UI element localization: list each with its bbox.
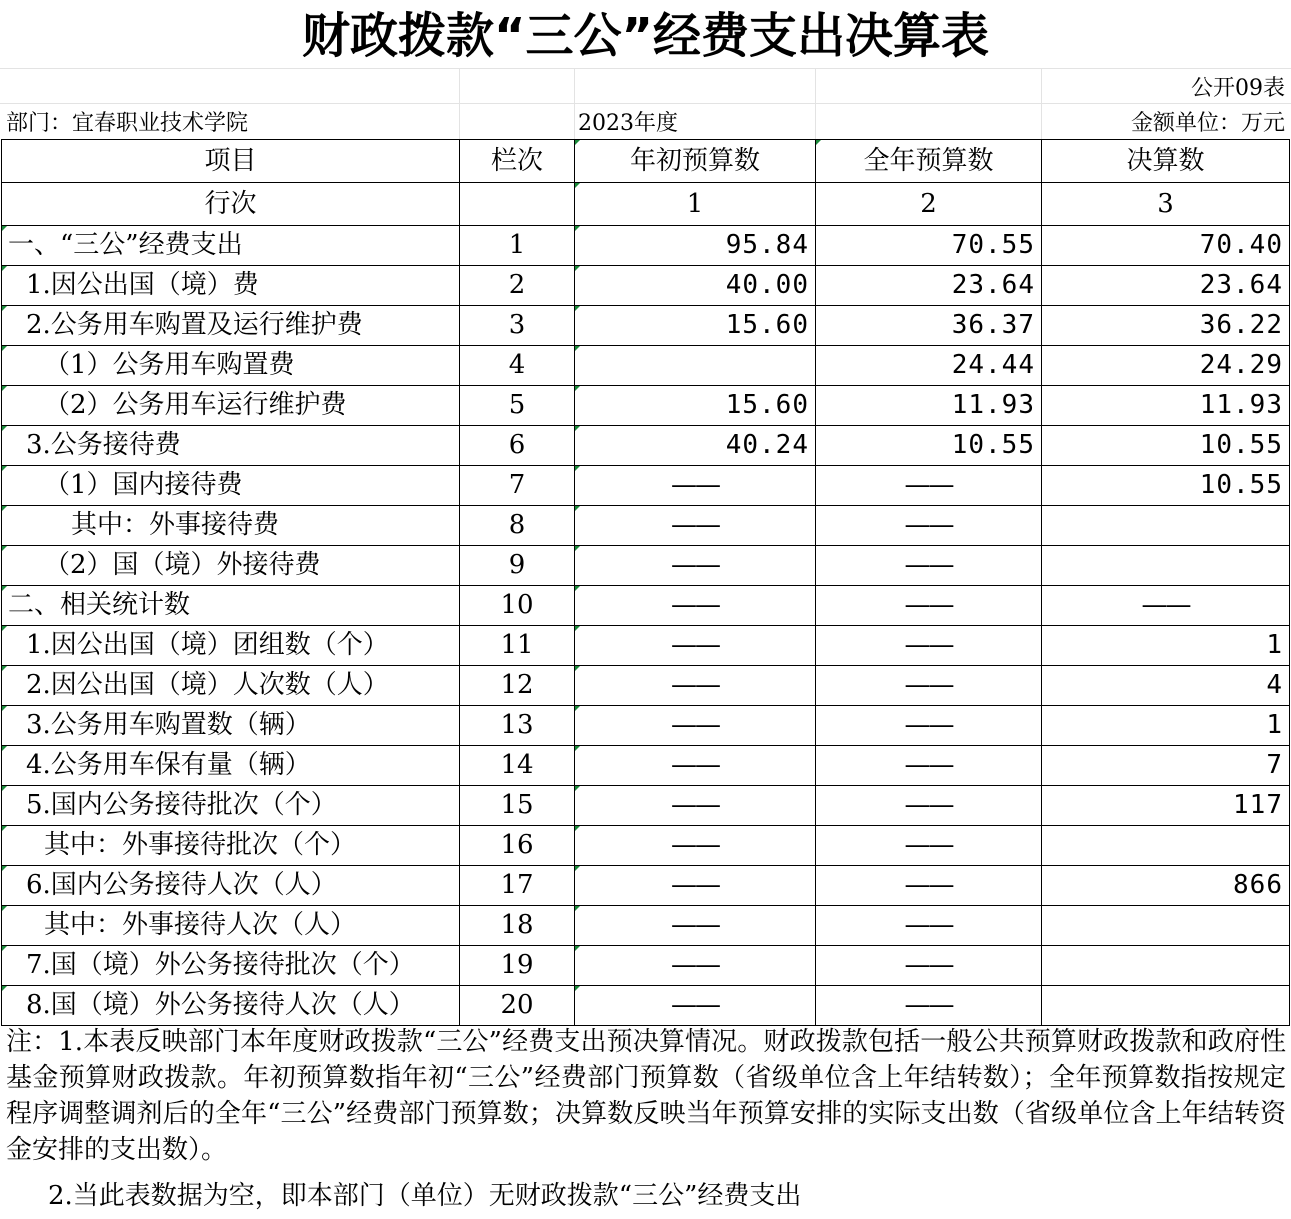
row-value-3: 10.55 <box>1042 466 1290 506</box>
row-value-1: —— <box>575 906 816 946</box>
row-item: （2）公务用车运行维护费 <box>2 386 460 426</box>
row-value-1: —— <box>575 626 816 666</box>
row-value-1: —— <box>575 786 816 826</box>
table-row <box>2 906 1290 946</box>
row-value-1: —— <box>575 466 816 506</box>
row-item: 4.公务用车保有量（辆） <box>2 746 460 786</box>
row-value-2: 36.37 <box>816 306 1042 346</box>
row-value-3 <box>1042 826 1290 866</box>
row-item: 二、相关统计数 <box>2 586 460 626</box>
row-item: 一、“三公”经费支出 <box>2 226 460 266</box>
row-item: 6.国内公务接待人次（人） <box>2 866 460 906</box>
row-item: 2.公务用车购置及运行维护费 <box>2 306 460 346</box>
row-col-no: 4 <box>460 346 575 386</box>
row-value-2: —— <box>816 666 1042 706</box>
row-value-1: —— <box>575 546 816 586</box>
grid-line <box>574 68 575 139</box>
note-1: 注：1.本表反映部门本年度财政拨款“三公”经费支出预决算情况。财政拨款包括一般公共预算财政拨款和政府性基金预算财政拨款。年初预算数指年初“三公”经费部门预算数（省级单位含上年结转数）；全年预算数指按规定程序调整调剂后的全年“三公”经费部门预算数；决算数反映当年预算安排的实际支出数（省级单位含上年结转资金安排的支出数）。 <box>6 1027 1286 1165</box>
row-item: （1）国内接待费 <box>2 466 460 506</box>
row-item: 3.公务用车购置数（辆） <box>2 706 460 746</box>
row-value-1: —— <box>575 826 816 866</box>
row-value-2: —— <box>816 986 1042 1026</box>
table-row <box>2 386 1290 426</box>
row-item: 其中：外事接待费 <box>2 506 460 546</box>
grid-line <box>0 103 1291 104</box>
row-value-3 <box>1042 546 1290 586</box>
row-value-2: —— <box>816 586 1042 626</box>
table-row <box>2 346 1290 386</box>
index-c1: 1 <box>575 183 816 226</box>
row-value-1: 15.60 <box>575 386 816 426</box>
grid-line <box>459 68 460 139</box>
row-value-3: 70.40 <box>1042 226 1290 266</box>
row-col-no: 15 <box>460 786 575 826</box>
row-value-2: —— <box>816 826 1042 866</box>
row-col-no: 17 <box>460 866 575 906</box>
row-value-2: 11.93 <box>816 386 1042 426</box>
table-row <box>2 986 1290 1026</box>
row-value-3: 10.55 <box>1042 426 1290 466</box>
table-row <box>2 226 1290 266</box>
row-value-2: —— <box>816 506 1042 546</box>
note-2: 2.当此表数据为空，即本部门（单位）无财政拨款“三公”经费支出 <box>48 1181 802 1211</box>
row-value-2: 70.55 <box>816 226 1042 266</box>
row-value-1: 15.60 <box>575 306 816 346</box>
row-value-3 <box>1042 986 1290 1026</box>
row-value-3: 36.22 <box>1042 306 1290 346</box>
row-value-3: 117 <box>1042 786 1290 826</box>
row-col-no: 14 <box>460 746 575 786</box>
row-value-3: 23.64 <box>1042 266 1290 306</box>
row-col-no: 20 <box>460 986 575 1026</box>
row-col-no: 5 <box>460 386 575 426</box>
table-row <box>2 306 1290 346</box>
header-item: 项目 <box>2 140 460 183</box>
table-row <box>2 866 1290 906</box>
row-value-3: 1 <box>1042 706 1290 746</box>
row-value-1: —— <box>575 586 816 626</box>
row-item: 5.国内公务接待批次（个） <box>2 786 460 826</box>
row-value-1 <box>575 346 816 386</box>
row-col-no: 11 <box>460 626 575 666</box>
row-col-no: 2 <box>460 266 575 306</box>
expenditure-table <box>1 139 1290 1026</box>
header-initial-budget: 年初预算数 <box>575 140 816 183</box>
row-item: 1.因公出国（境）费 <box>2 266 460 306</box>
grid-line <box>815 68 816 139</box>
index-col-no <box>460 183 575 226</box>
table-row <box>2 546 1290 586</box>
row-col-no: 3 <box>460 306 575 346</box>
row-item: 1.因公出国（境）团组数（个） <box>2 626 460 666</box>
header-final-accounts: 决算数 <box>1042 140 1290 183</box>
row-value-2: 10.55 <box>816 426 1042 466</box>
form-code: 公开09表 <box>1191 76 1285 101</box>
row-value-1: 40.24 <box>575 426 816 466</box>
table-row <box>2 506 1290 546</box>
row-value-1: —— <box>575 866 816 906</box>
row-value-1: —— <box>575 986 816 1026</box>
row-value-1: —— <box>575 946 816 986</box>
grid-line <box>0 68 1291 69</box>
row-value-1: —— <box>575 746 816 786</box>
row-value-1: 40.00 <box>575 266 816 306</box>
row-value-3: 11.93 <box>1042 386 1290 426</box>
row-value-1: —— <box>575 666 816 706</box>
row-value-2: —— <box>816 746 1042 786</box>
row-item: 8.国（境）外公务接待人次（人） <box>2 986 460 1026</box>
index-row <box>2 183 1290 226</box>
row-value-3: 24.29 <box>1042 346 1290 386</box>
row-value-3: 4 <box>1042 666 1290 706</box>
header-full-year-budget: 全年预算数 <box>816 140 1042 183</box>
row-col-no: 6 <box>460 426 575 466</box>
table-row <box>2 586 1290 626</box>
row-col-no: 12 <box>460 666 575 706</box>
row-item: 2.因公出国（境）人次数（人） <box>2 666 460 706</box>
table-row <box>2 666 1290 706</box>
row-value-2: —— <box>816 786 1042 826</box>
index-label: 行次 <box>2 183 460 226</box>
grid-line <box>1041 68 1042 139</box>
row-value-2: —— <box>816 466 1042 506</box>
table-row <box>2 626 1290 666</box>
row-item: 7.国（境）外公务接待批次（个） <box>2 946 460 986</box>
row-item: （1）公务用车购置费 <box>2 346 460 386</box>
row-col-no: 19 <box>460 946 575 986</box>
row-value-1: 95.84 <box>575 226 816 266</box>
header-col-no: 栏次 <box>460 140 575 183</box>
index-c3: 3 <box>1042 183 1290 226</box>
table-row <box>2 946 1290 986</box>
table-row <box>2 786 1290 826</box>
row-value-3 <box>1042 946 1290 986</box>
page-title: 财政拨款“三公”经费支出决算表 <box>301 8 990 64</box>
row-value-1: —— <box>575 506 816 546</box>
row-value-2: 24.44 <box>816 346 1042 386</box>
index-c2: 2 <box>816 183 1042 226</box>
row-item: 其中：外事接待批次（个） <box>2 826 460 866</box>
row-item: 其中：外事接待人次（人） <box>2 906 460 946</box>
row-col-no: 13 <box>460 706 575 746</box>
table-row <box>2 706 1290 746</box>
row-value-1: —— <box>575 706 816 746</box>
department-label: 部门：宜春职业技术学院 <box>6 111 249 136</box>
row-value-2: —— <box>816 706 1042 746</box>
row-item: 3.公务接待费 <box>2 426 460 466</box>
table-row <box>2 426 1290 466</box>
table-row <box>2 826 1290 866</box>
row-col-no: 16 <box>460 826 575 866</box>
header-row <box>2 140 1290 183</box>
row-value-2: —— <box>816 626 1042 666</box>
row-col-no: 7 <box>460 466 575 506</box>
row-col-no: 9 <box>460 546 575 586</box>
row-col-no: 1 <box>460 226 575 266</box>
row-value-2: —— <box>816 946 1042 986</box>
row-col-no: 18 <box>460 906 575 946</box>
row-value-3 <box>1042 906 1290 946</box>
row-value-3: 1 <box>1042 626 1290 666</box>
row-value-2: —— <box>816 866 1042 906</box>
year-label: 2023年度 <box>578 111 678 136</box>
table-row <box>2 266 1290 306</box>
table-row <box>2 466 1290 506</box>
unit-label: 金额单位：万元 <box>1130 111 1285 136</box>
row-value-3: —— <box>1042 586 1290 626</box>
row-value-3 <box>1042 506 1290 546</box>
row-value-2: 23.64 <box>816 266 1042 306</box>
row-value-2: —— <box>816 906 1042 946</box>
row-col-no: 8 <box>460 506 575 546</box>
row-value-3: 7 <box>1042 746 1290 786</box>
row-col-no: 10 <box>460 586 575 626</box>
row-value-3: 866 <box>1042 866 1290 906</box>
row-item: （2）国（境）外接待费 <box>2 546 460 586</box>
row-value-2: —— <box>816 546 1042 586</box>
table-row <box>2 746 1290 786</box>
